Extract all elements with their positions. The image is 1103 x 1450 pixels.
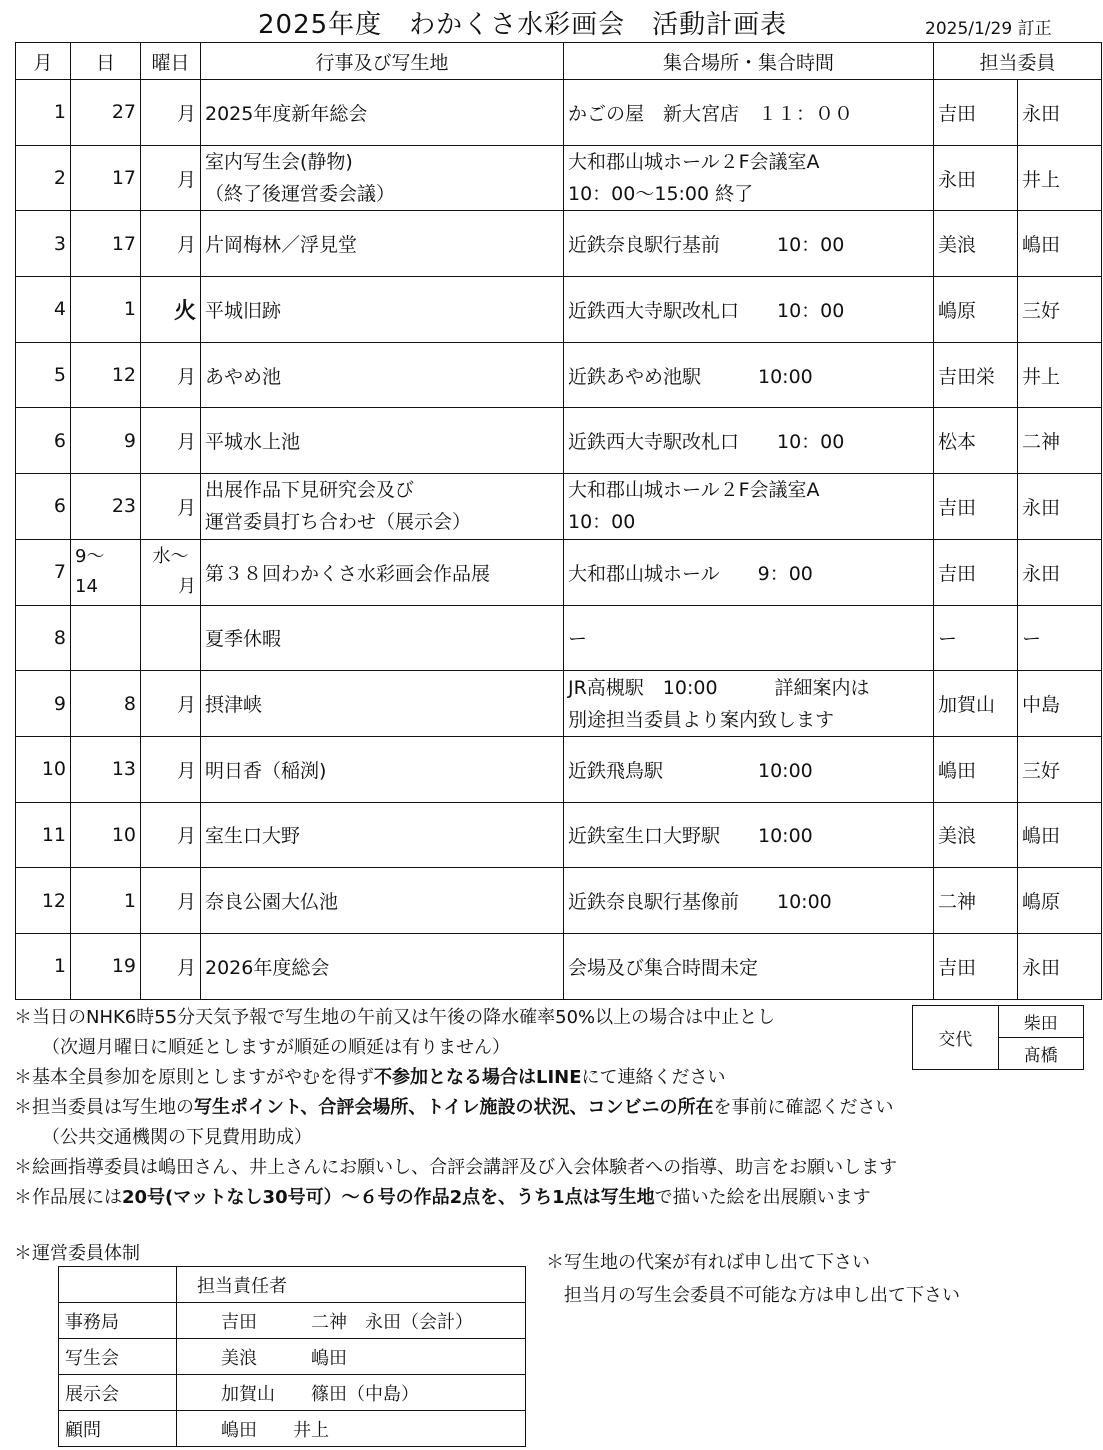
management-role: 事務局 [59, 1303, 177, 1339]
management-role: 写生会 [59, 1339, 177, 1375]
table-row [16, 868, 1102, 934]
cell-event: 平城旧跡 [201, 277, 564, 343]
cell-meeting: JR高槻駅 10:00 詳細案内は 別途担当委員より案内致します [564, 671, 934, 737]
cell-event: あやめ池 [201, 342, 564, 408]
cell-weekday: 月 [141, 933, 201, 999]
cell-weekday: 水～ 月 [141, 539, 201, 605]
cell-committee-1: 永田 [934, 145, 1018, 211]
cell-weekday: 月 [141, 868, 201, 934]
cell-committee-1: 吉田 [934, 80, 1018, 146]
cell-meeting: 近鉄奈良駅行基像前 10:00 [564, 868, 934, 934]
table-row [16, 474, 1102, 540]
cell-meeting: ー [564, 605, 934, 671]
cell-month: 5 [16, 342, 71, 408]
cell-meeting: 近鉄西大寺駅改札口 10：00 [564, 277, 934, 343]
cell-weekday: 月 [141, 211, 201, 277]
cell-month: 2 [16, 145, 71, 211]
page-title: 2025年度 わかくさ水彩画会 活動計画表 [258, 10, 788, 40]
cell-committee-2: 永田 [1018, 539, 1102, 605]
management-people: 美浪 嶋田 [177, 1339, 526, 1375]
cell-committee-2: 二神 [1018, 408, 1102, 474]
cell-month: 6 [16, 474, 71, 540]
cell-committee-1: 吉田栄 [934, 342, 1018, 408]
cell-committee-1: ー [934, 605, 1018, 671]
cell-committee-2: 三好 [1018, 736, 1102, 802]
cell-day: 9～ 14 [71, 539, 141, 605]
cell-meeting: 会場及び集合時間未定 [564, 933, 934, 999]
cell-month: 1 [16, 80, 71, 146]
cell-day [71, 605, 141, 671]
rotation-table [912, 1005, 1084, 1070]
cell-day: 8 [71, 671, 141, 737]
table-row [16, 802, 1102, 868]
cell-committee-2: 井上 [1018, 145, 1102, 211]
table-row [16, 211, 1102, 277]
table-row [16, 605, 1102, 671]
cell-event: 2026年度総会 [201, 933, 564, 999]
header-meeting: 集合場所・集合時間 [564, 43, 934, 80]
note-alternative: ＊写生地の代案が有れば申し出て下さい [546, 1252, 870, 1273]
management-empty-cell [59, 1267, 177, 1303]
management-people: 吉田 二神 永田（会計） [177, 1303, 526, 1339]
cell-month: 4 [16, 277, 71, 343]
management-role: 展示会 [59, 1375, 177, 1411]
cell-month: 9 [16, 671, 71, 737]
management-people: 嶋田 井上 [177, 1411, 526, 1447]
note-attendance: ＊基本全員参加を原則としますがやむを得ず不参加となる場合はLINEにて連絡ください [14, 1067, 726, 1088]
table-row [16, 342, 1102, 408]
cell-committee-2: 永田 [1018, 933, 1102, 999]
cell-committee-1: 松本 [934, 408, 1018, 474]
note-cancel-detail: （次週月曜日に順延としますが順延の順延は有りません） [42, 1037, 510, 1058]
header-weekday: 曜日 [141, 43, 201, 80]
cell-weekday: 月 [141, 342, 201, 408]
cell-month: 11 [16, 802, 71, 868]
cell-event: 片岡梅林／浮見堂 [201, 211, 564, 277]
cell-committee-1: 吉田 [934, 474, 1018, 540]
note-unavailable: 担当月の写生会委員不可能な方は申し出て下さい [564, 1285, 960, 1306]
cell-day: 13 [71, 736, 141, 802]
cell-committee-2: 永田 [1018, 80, 1102, 146]
cell-day: 9 [71, 408, 141, 474]
cell-day: 1 [71, 277, 141, 343]
cell-committee-2: 三好 [1018, 277, 1102, 343]
cell-month: 3 [16, 211, 71, 277]
cell-weekday: 月 [141, 408, 201, 474]
note-committee-check: ＊担当委員は写生地の写生ポイント、合評会場所、トイレ施設の状況、コンビニの所在を事前に確認ください [14, 1097, 894, 1118]
side-notes [546, 1246, 960, 1312]
management-people: 加賀山 篠田（中島） [177, 1375, 526, 1411]
header-committee: 担当委員 [934, 43, 1102, 80]
cell-committee-1: 加賀山 [934, 671, 1018, 737]
cell-day: 1 [71, 868, 141, 934]
revision-date: 2025/1/29 訂正 [925, 19, 1052, 39]
cell-weekday: 月 [141, 736, 201, 802]
cell-committee-2: ー [1018, 605, 1102, 671]
cell-month: 10 [16, 736, 71, 802]
cell-meeting: 大和郡山城ホール 9：00 [564, 539, 934, 605]
cell-weekday: 月 [141, 474, 201, 540]
cell-event: 奈良公園大仏池 [201, 868, 564, 934]
note-cancel: ＊当日のNHK6時55分天気予報で写生地の午前又は午後の降水確率50%以上の場合は中止とし [14, 1007, 776, 1028]
table-header-row [16, 43, 1102, 80]
cell-meeting: 大和郡山城ホール２F会議室A 10：00～15:00 終了 [564, 145, 934, 211]
cell-meeting: 近鉄西大寺駅改札口 10：00 [564, 408, 934, 474]
cell-committee-1: 吉田 [934, 539, 1018, 605]
cell-day: 10 [71, 802, 141, 868]
note-subsidy: （公共交通機関の下見費用助成） [42, 1127, 312, 1148]
note-instructors: ＊絵画指導委員は嶋田さん、井上さんにお願いし、合評会講評及び入会体験者への指導、助言をお願いします [14, 1157, 898, 1178]
cell-month: 12 [16, 868, 71, 934]
cell-committee-1: 美浪 [934, 802, 1018, 868]
cell-event: 夏季休暇 [201, 605, 564, 671]
cell-meeting: かごの屋 新大宮店 １１：００ [564, 80, 934, 146]
cell-committee-2: 中島 [1018, 671, 1102, 737]
cell-day: 17 [71, 145, 141, 211]
rotation-name: 髙橋 [998, 1038, 1084, 1070]
cell-event: 室生口大野 [201, 802, 564, 868]
cell-event: 出展作品下見研究会及び 運営委員打ち合わせ（展示会） [201, 474, 564, 540]
cell-day: 17 [71, 211, 141, 277]
cell-event: 摂津峡 [201, 671, 564, 737]
cell-month: 6 [16, 408, 71, 474]
table-row [16, 145, 1102, 211]
table-row [16, 539, 1102, 605]
table-row [16, 408, 1102, 474]
cell-weekday: 月 [141, 802, 201, 868]
cell-day: 23 [71, 474, 141, 540]
cell-month: 7 [16, 539, 71, 605]
cell-meeting: 近鉄室生口大野駅 10:00 [564, 802, 934, 868]
management-header: 担当責任者 [177, 1267, 526, 1303]
cell-weekday: 月 [141, 80, 201, 146]
cell-committee-1: 嶋田 [934, 736, 1018, 802]
cell-month: 8 [16, 605, 71, 671]
management-role: 顧問 [59, 1411, 177, 1447]
rotation-name: 柴田 [998, 1006, 1084, 1038]
cell-weekday: 火 [141, 277, 201, 343]
header-month: 月 [16, 43, 71, 80]
cell-committee-2: 嶋田 [1018, 211, 1102, 277]
table-row [16, 933, 1102, 999]
cell-day: 27 [71, 80, 141, 146]
rotation-label: 交代 [913, 1006, 999, 1070]
cell-event: 第３８回わかくさ水彩画会作品展 [201, 539, 564, 605]
cell-committee-1: 嶋原 [934, 277, 1018, 343]
cell-meeting: 近鉄あやめ池駅 10:00 [564, 342, 934, 408]
cell-committee-2: 嶋原 [1018, 868, 1102, 934]
table-row [16, 671, 1102, 737]
table-row [16, 736, 1102, 802]
cell-day: 12 [71, 342, 141, 408]
note-exhibition: ＊作品展には20号(マットなし30号可）～６号の作品2点を、うち1点は写生地で描いた絵を出展願います [14, 1187, 871, 1208]
cell-meeting: 大和郡山城ホール２F会議室A 10：00 [564, 474, 934, 540]
header-event: 行事及び写生地 [201, 43, 564, 80]
cell-committee-1: 吉田 [934, 933, 1018, 999]
cell-weekday: 月 [141, 671, 201, 737]
table-row [16, 277, 1102, 343]
cell-day: 19 [71, 933, 141, 999]
cell-weekday [141, 605, 201, 671]
cell-event: 室内写生会(静物) （終了後運営委会議） [201, 145, 564, 211]
cell-meeting: 近鉄飛鳥駅 10:00 [564, 736, 934, 802]
management-label: ＊運営委員体制 [14, 1243, 140, 1264]
cell-committee-2: 永田 [1018, 474, 1102, 540]
management-table [58, 1266, 526, 1447]
header-day: 日 [71, 43, 141, 80]
schedule-table [15, 42, 1102, 1000]
table-row [16, 80, 1102, 146]
cell-event: 平城水上池 [201, 408, 564, 474]
cell-committee-1: 二神 [934, 868, 1018, 934]
cell-committee-2: 井上 [1018, 342, 1102, 408]
cell-committee-1: 美浪 [934, 211, 1018, 277]
cell-month: 1 [16, 933, 71, 999]
cell-meeting: 近鉄奈良駅行基前 10：00 [564, 211, 934, 277]
cell-event: 2025年度新年総会 [201, 80, 564, 146]
cell-event: 明日香（稲渕) [201, 736, 564, 802]
cell-committee-2: 嶋田 [1018, 802, 1102, 868]
cell-weekday: 月 [141, 145, 201, 211]
